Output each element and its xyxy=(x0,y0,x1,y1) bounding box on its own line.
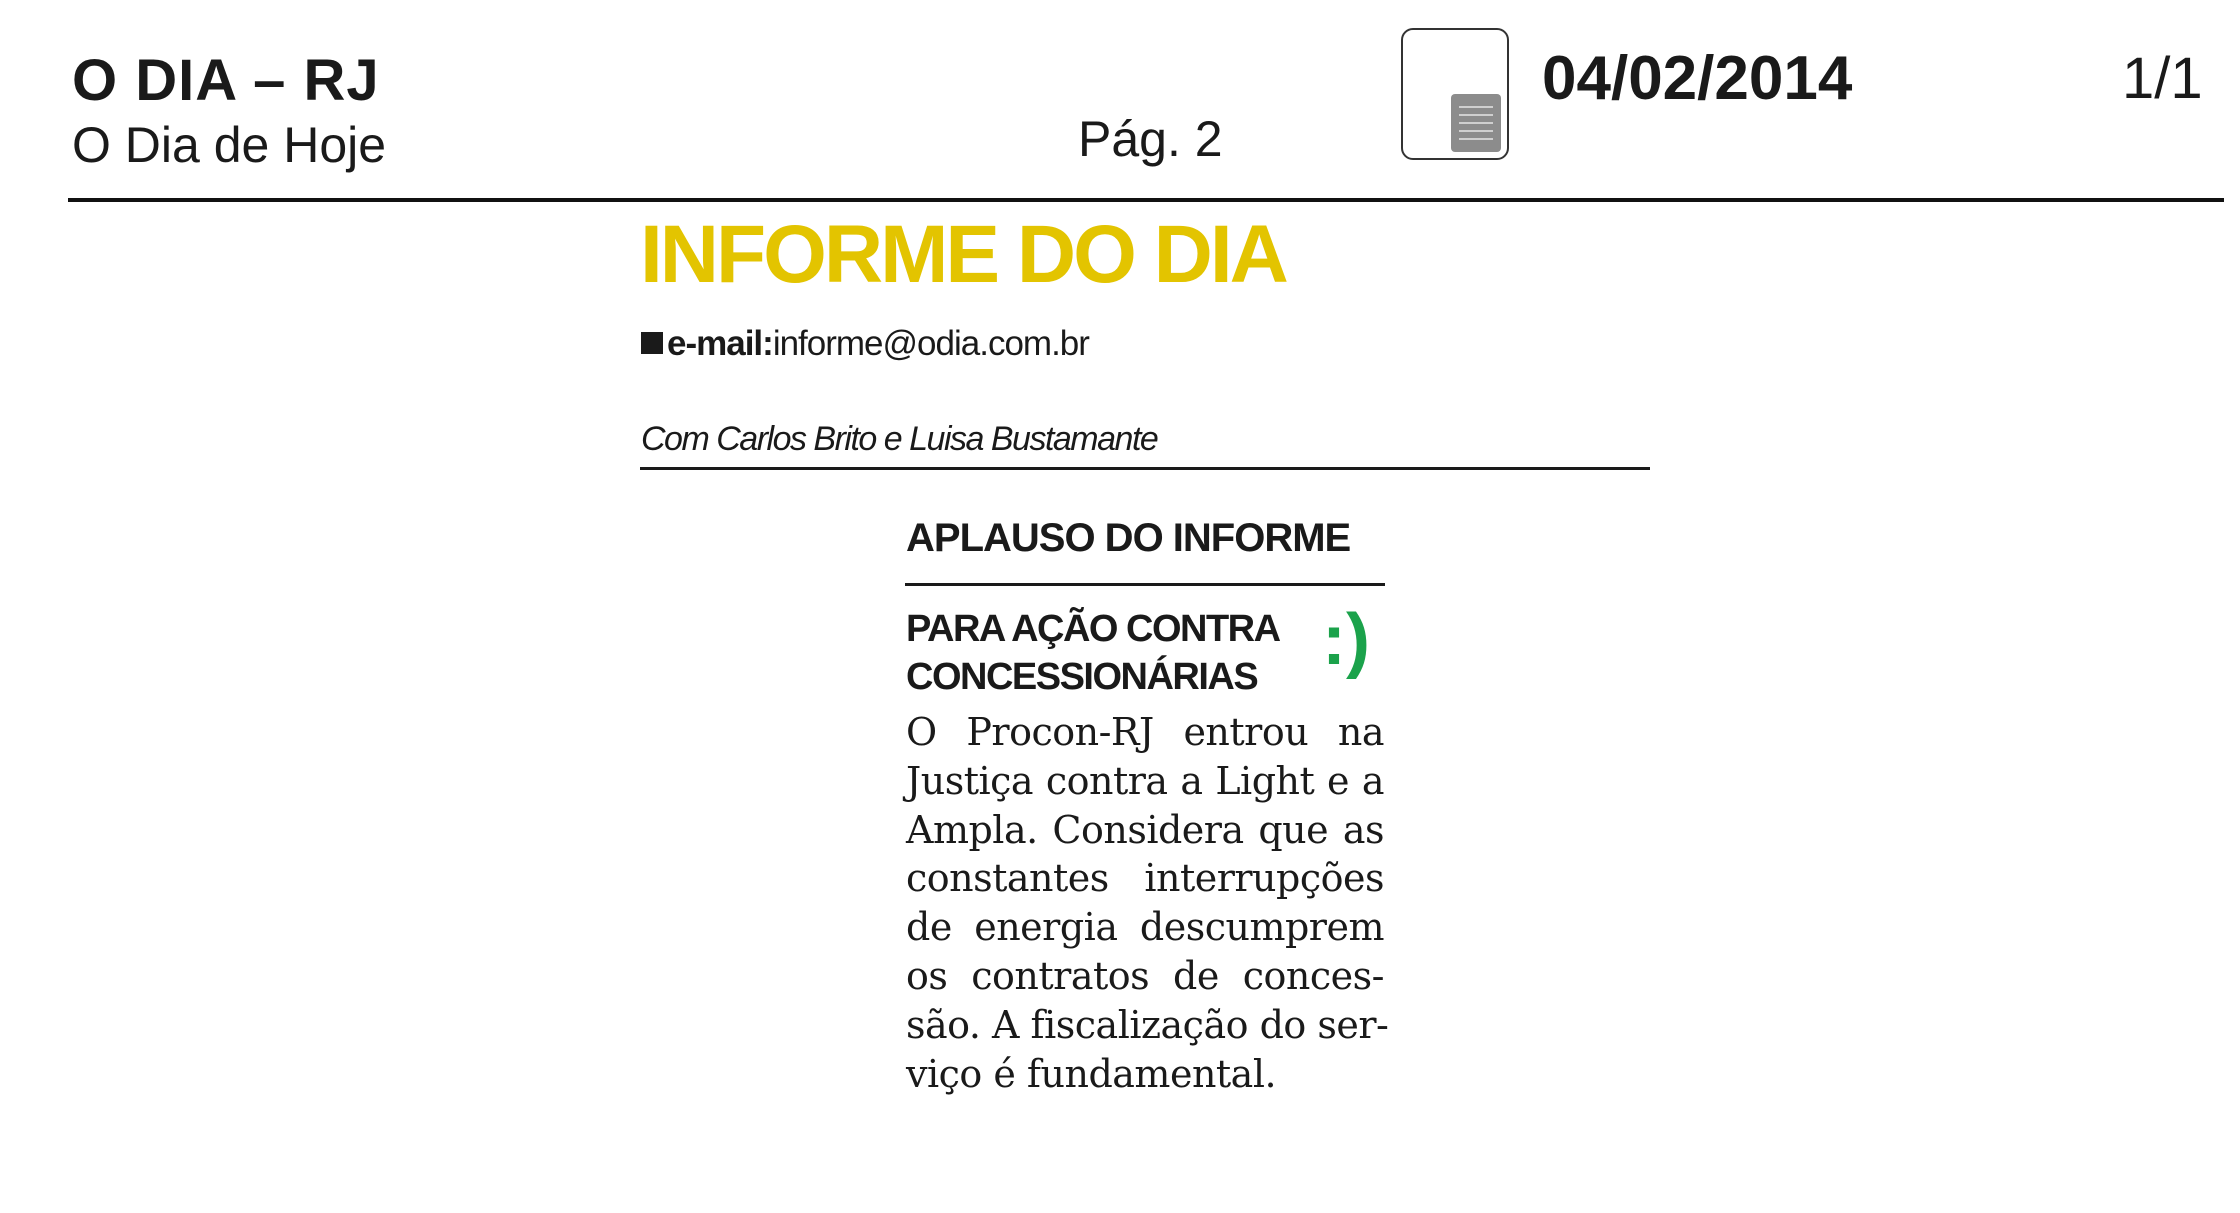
page-count: 1/1 xyxy=(2122,46,2203,111)
bullet-square-icon xyxy=(641,332,663,354)
body-line: constantes interrupções xyxy=(906,856,1384,901)
document-icon[interactable] xyxy=(1401,28,1509,160)
smiley-icon: :) xyxy=(1322,600,1370,680)
body-line: Ampla. Considera que as xyxy=(906,807,1384,852)
page-number: Pág. 2 xyxy=(1078,111,1223,167)
publication-date: 04/02/2014 xyxy=(1542,44,1853,113)
article-headline xyxy=(906,605,1286,701)
headline-line: PARA AÇÃO CONTRA xyxy=(906,608,1280,650)
box-divider xyxy=(905,583,1385,586)
column-title: INFORME DO DIA xyxy=(640,209,1286,300)
header-divider xyxy=(68,198,2224,202)
article-body xyxy=(906,708,1389,1098)
box-title: APLAUSO DO INFORME xyxy=(906,516,1351,560)
contributors-credit: Com Carlos Brito e Luisa Bustamante xyxy=(641,420,1158,458)
body-line: viço é fundamental. xyxy=(906,1051,1277,1096)
body-line: O Procon-RJ entrou na xyxy=(906,710,1384,754)
body-line: são. A fiscalização do ser- xyxy=(906,1002,1389,1047)
column-divider xyxy=(640,467,1650,470)
body-line: de energia descumprem xyxy=(906,905,1384,950)
body-line: os contratos de conces- xyxy=(906,953,1384,998)
document-page-icon xyxy=(1451,94,1501,152)
publication-name: O DIA – RJ xyxy=(72,48,380,113)
section-name: O Dia de Hoje xyxy=(72,117,387,173)
email-line xyxy=(641,326,1089,361)
email-address[interactable]: informe@odia.com.br xyxy=(772,324,1089,363)
email-label: e-mail: xyxy=(667,324,773,363)
headline-line: CONCESSIONÁRIAS xyxy=(906,656,1258,698)
body-line: Justiça contra a Light e a xyxy=(906,758,1384,803)
